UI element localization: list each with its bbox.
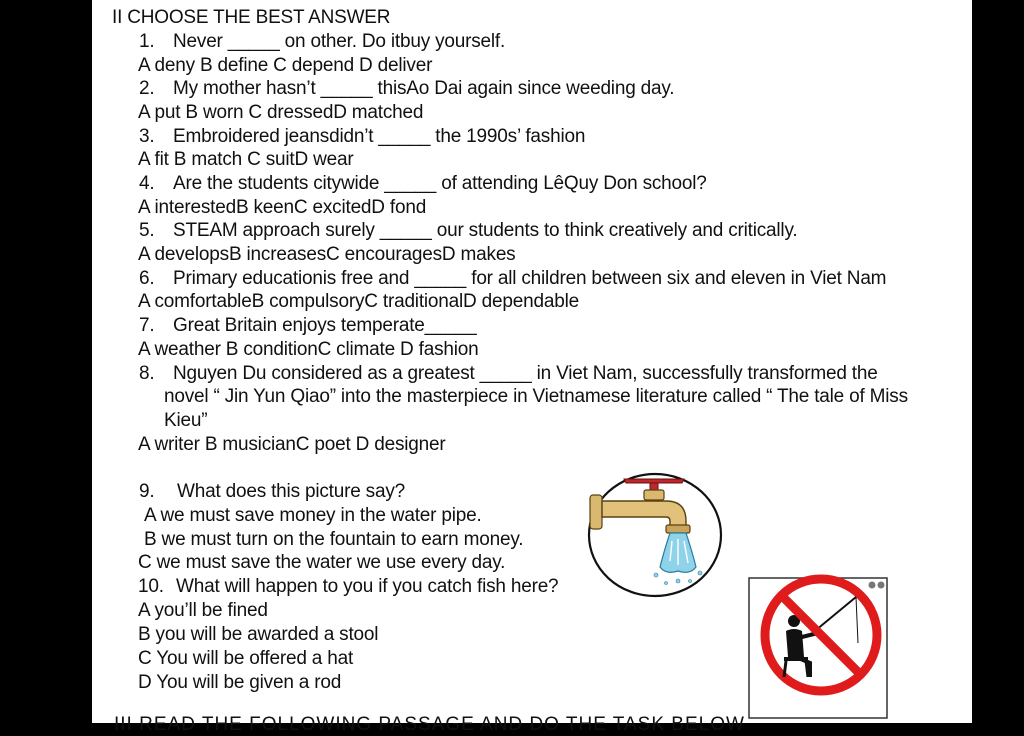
question-stem-line-1: Nguyen Du considered as a greatest _____ in Viet Nam, successfully transformed the bbox=[173, 363, 878, 384]
next-section-heading-partial: III READ THE FOLLOWING PASSAGE AND DO THE TASK BELOW bbox=[114, 714, 745, 735]
question-10-option-b: B you will be awarded a stool bbox=[138, 624, 379, 645]
question-number: 3. bbox=[139, 126, 155, 147]
question-stem-line-2: novel “ Jin Yun Qiao” into the masterpiece in Vietnamese literature called “ The tale of Miss bbox=[164, 386, 908, 407]
question-3-options: A fit B match C suitD wear bbox=[138, 149, 354, 170]
question-number: 6. bbox=[139, 268, 155, 289]
section-title: II CHOOSE THE BEST ANSWER bbox=[112, 7, 391, 28]
question-number: 5. bbox=[139, 220, 155, 241]
question-1-options: A deny B define C depend D deliver bbox=[138, 55, 433, 76]
water-tap-picture bbox=[586, 471, 726, 599]
question-stem: My mother hasn’t _____ thisAo Dai again since weeding day. bbox=[173, 78, 675, 99]
question-6-options: A comfortableB compulsoryC traditionalD dependable bbox=[138, 291, 579, 312]
question-stem: Never _____ on other. Do itbuy yourself. bbox=[173, 31, 506, 52]
question-number: 9. bbox=[139, 481, 155, 502]
question-5-options: A developsB increasesC encouragesD makes bbox=[138, 244, 516, 265]
question-number: 8. bbox=[139, 363, 155, 384]
question-stem: Great Britain enjoys temperate_____ bbox=[173, 315, 477, 336]
question-number: 2. bbox=[139, 78, 155, 99]
worksheet-page bbox=[92, 0, 972, 735]
question-10-option-c: C You will be offered a hat bbox=[138, 648, 354, 669]
question-7-options: A weather B conditionC climate D fashion bbox=[138, 339, 479, 360]
question-10-option-d: D You will be given a rod bbox=[138, 672, 342, 693]
question-stem-line-3: Kieu” bbox=[164, 410, 208, 431]
question-9-option-a: A we must save money in the water pipe. bbox=[144, 505, 482, 526]
question-number: 1. bbox=[139, 31, 155, 52]
no-fishing-sign-picture bbox=[748, 577, 888, 717]
question-2-options: A put B worn C dressedD matched bbox=[138, 102, 424, 123]
question-stem: Are the students citywide _____ of attending LêQuy Don school? bbox=[173, 173, 707, 194]
question-9-option-c: C we must save the water we use every day. bbox=[138, 552, 506, 573]
question-number: 4. bbox=[139, 173, 155, 194]
question-9-option-b: B we must turn on the fountain to earn money. bbox=[144, 529, 524, 550]
question-stem: Primary educationis free and _____ for all children between six and eleven in Viet Nam bbox=[173, 268, 887, 289]
question-8-options: A writer B musicianC poet D designer bbox=[138, 434, 446, 455]
question-stem: STEAM approach surely _____ our students to think creatively and critically. bbox=[173, 220, 798, 241]
question-stem: What does this picture say? bbox=[177, 481, 405, 502]
question-number: 10. bbox=[138, 576, 164, 597]
question-number: 7. bbox=[139, 315, 155, 336]
question-stem: Embroidered jeansdidn’t _____ the 1990s’ fashion bbox=[173, 126, 586, 147]
question-stem: What will happen to you if you catch fish here? bbox=[176, 576, 559, 597]
question-4-options: A interestedB keenC excitedD fond bbox=[138, 197, 427, 218]
question-10-option-a: A you’ll be fined bbox=[138, 600, 268, 621]
